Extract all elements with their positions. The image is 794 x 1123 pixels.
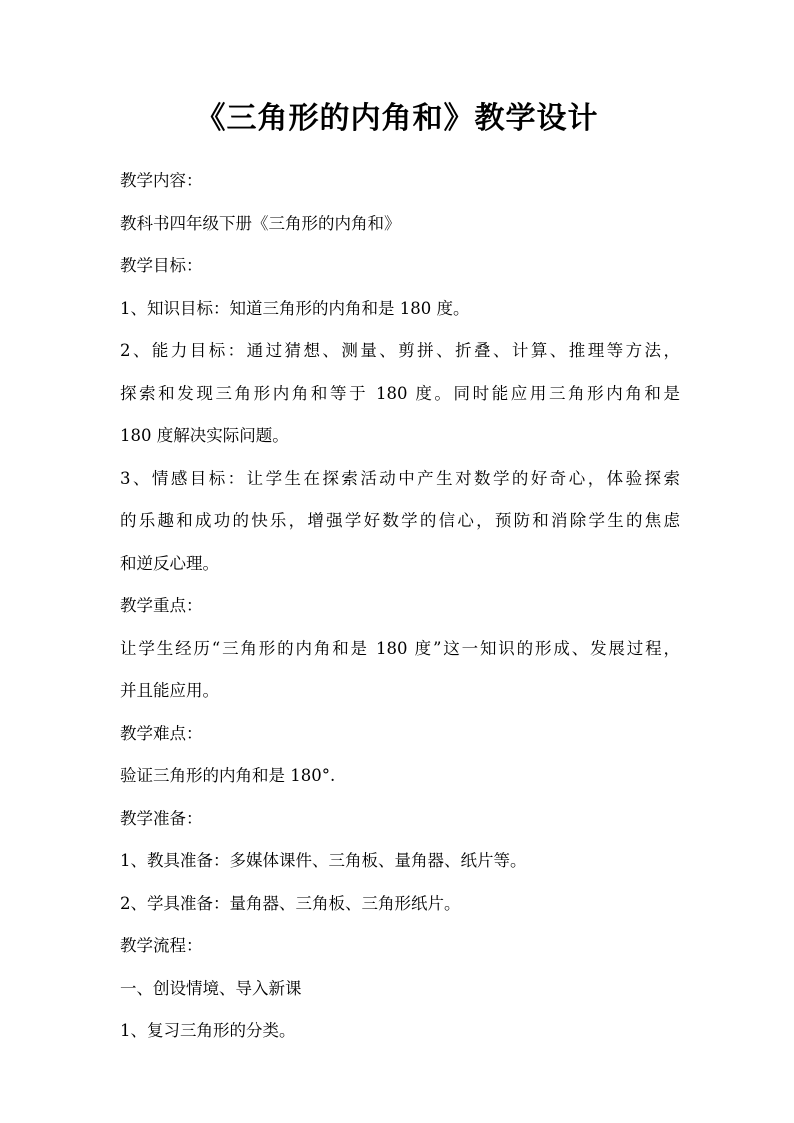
key-points-line-2: 并且能应用。 [120, 681, 219, 700]
objective-emotion-line-2: 的乐趣和成功的快乐，增强学好数学的信心，预防和消除学生的焦虑 [120, 511, 680, 530]
document-body [120, 160, 680, 1053]
section-heading-preparation: 教学准备： [120, 808, 203, 828]
objective-emotion-line-3: 和逆反心理。 [120, 553, 219, 573]
section-heading-content: 教学内容： [120, 171, 203, 190]
objective-ability-line-3: 180 度解决实际问题。 [120, 426, 289, 445]
section-heading-objectives: 教学目标： [120, 256, 203, 275]
objective-knowledge: 1、知识目标：知道三角形的内角和是 180 度。 [120, 298, 470, 318]
section-heading-difficulties: 教学难点： [120, 723, 203, 743]
difficulties-text: 验证三角形的内角和是 180°. [120, 766, 336, 785]
process-step-1: 一、创设情境、导入新课 [120, 978, 302, 998]
section-heading-process: 教学流程： [120, 936, 203, 955]
document-title: 《三角形的内角和》教学设计 [195, 101, 599, 136]
objective-ability-line-2: 探索和发现三角形内角和等于 180 度。同时能应用三角形内角和是 [120, 383, 680, 403]
preparation-teacher: 1、教具准备：多媒体课件、三角板、量角器、纸片等。 [120, 851, 527, 870]
objective-ability-line-1: 2、能力目标：通过猜想、测量、剪拼、折叠、计算、推理等方法， [120, 341, 680, 360]
textbook-reference: 教科书四年级下册《三角形的内角和》 [120, 213, 401, 233]
key-points-line-1: 让学生经历“三角形的内角和是 180 度”这一知识的形成、发展过程， [120, 638, 680, 658]
objective-emotion-line-1: 3、情感目标：让学生在探索活动中产生对数学的好奇心，体验探索 [120, 468, 680, 488]
preparation-student: 2、学具准备：量角器、三角板、三角形纸片。 [120, 893, 461, 913]
section-heading-key-points: 教学重点： [120, 596, 203, 615]
process-substep-1: 1、复习三角形的分类。 [120, 1021, 296, 1040]
